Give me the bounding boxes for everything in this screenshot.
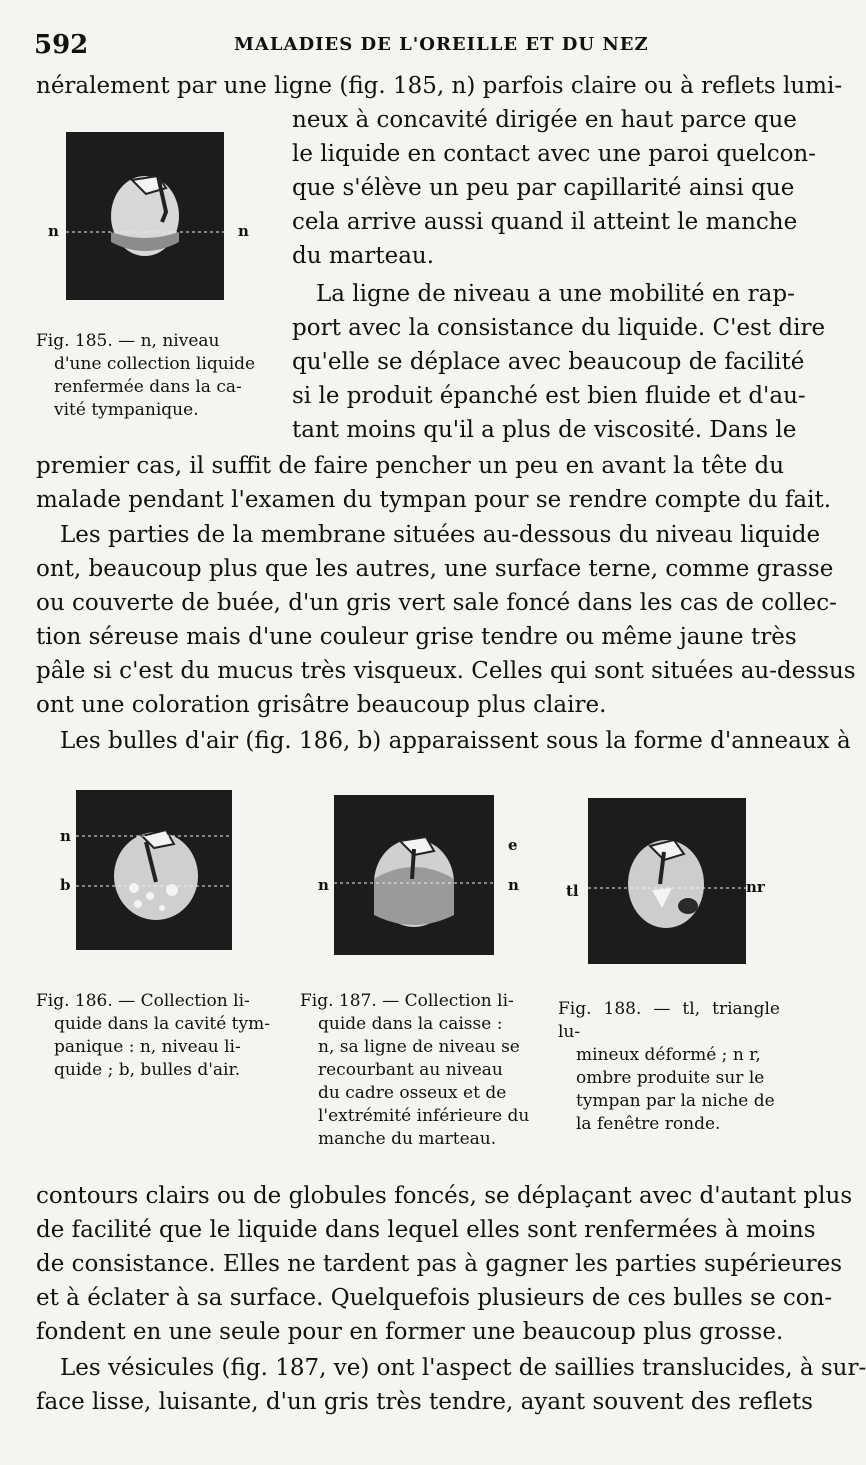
- text-line: contours clairs ou de globules foncés, se déplaçant avec d'autant plus: [36, 1183, 853, 1209]
- figure-187-image: [334, 795, 494, 955]
- figure-185-label-n-left: n: [48, 222, 59, 240]
- figure-186-label-n: n: [60, 827, 71, 845]
- caption-line: Fig. 186. — Collection li-: [36, 991, 250, 1011]
- text-line: et à éclater à sa surface. Quelquefois plusieurs de ces bulles se con-: [36, 1285, 833, 1311]
- text-line: neux à concavité dirigée en haut parce que: [292, 107, 797, 133]
- text-line: du marteau.: [292, 243, 435, 269]
- text-line: tant moins qu'il a plus de viscosité. Dans le: [292, 417, 797, 443]
- caption-line: l'extrémité inférieure du: [318, 1106, 530, 1126]
- figure-187-label-n-right: n: [508, 876, 519, 894]
- caption-line: quide dans la cavité tym-: [54, 1014, 270, 1034]
- caption-line: mineux déformé ; n r,: [576, 1045, 761, 1065]
- caption-line: du cadre osseux et de: [318, 1083, 507, 1103]
- page-header: [34, 30, 770, 60]
- text-line: malade pendant l'examen du tympan pour se rendre compte du fait.: [36, 487, 832, 513]
- text-line: Les bulles d'air (fig. 186, b) apparaissent sous la forme d'anneaux à: [60, 728, 851, 754]
- figure-188-label-nr: nr: [746, 878, 765, 896]
- text-line: La ligne de niveau a une mobilité en rap-: [316, 281, 795, 307]
- figure-188-label-tl: tl: [566, 882, 579, 900]
- figure-186-image: [76, 790, 232, 950]
- caption-line: tympan par la niche de: [576, 1091, 775, 1111]
- caption-line: Fig. 187. — Collection li-: [300, 991, 514, 1011]
- text-line: Les parties de la membrane situées au-dessous du niveau liquide: [60, 522, 821, 548]
- text-line: de facilité que le liquide dans lequel elles sont renfermées à moins: [36, 1217, 816, 1243]
- figure-188-caption: [558, 998, 780, 1136]
- text-line: néralement par une ligne (fig. 185, n) parfois claire ou à reflets lumi-: [36, 73, 843, 99]
- caption-line: renfermée dans la ca-: [54, 377, 242, 397]
- text-line: premier cas, il suffit de faire pencher un peu en avant la tête du: [36, 453, 785, 479]
- caption-line: Fig. 185. — n, niveau: [36, 331, 220, 351]
- caption-line: Fig. 188. — tl, triangle lu-: [558, 999, 780, 1042]
- text-line: cela arrive aussi quand il atteint le manche: [292, 209, 798, 235]
- figure-187-label-e: e: [508, 836, 518, 854]
- caption-line: ombre produite sur le: [576, 1068, 765, 1088]
- figure-188-image: [588, 798, 746, 964]
- caption-line: n, sa ligne de niveau se: [318, 1037, 520, 1057]
- figure-186-caption: [36, 990, 272, 1082]
- text-line: fondent en une seule pour en former une beaucoup plus grosse.: [36, 1319, 784, 1345]
- text-line: ont une coloration grisâtre beaucoup plus claire.: [36, 692, 607, 718]
- caption-line: recourbant au niveau: [318, 1060, 503, 1080]
- figure-185-label-n-right: n: [238, 222, 249, 240]
- figure-187-caption: [300, 990, 536, 1151]
- caption-line: vité tympanique.: [54, 400, 199, 420]
- text-line: tion séreuse mais d'une couleur grise tendre ou même jaune très: [36, 624, 797, 650]
- figure-185-caption: [36, 330, 264, 422]
- figure-186-label-b: b: [60, 876, 71, 894]
- text-line: de consistance. Elles ne tardent pas à gagner les parties supérieures: [36, 1251, 843, 1277]
- caption-line: quide ; b, bulles d'air.: [54, 1060, 241, 1080]
- figure-185-image: [66, 132, 224, 300]
- caption-line: la fenêtre ronde.: [576, 1114, 721, 1134]
- text-line: si le produit épanché est bien fluide et d'au-: [292, 383, 806, 409]
- caption-line: panique : n, niveau li-: [54, 1037, 241, 1057]
- text-line: ou couverte de buée, d'un gris vert sale foncé dans les cas de collec-: [36, 590, 837, 616]
- page-number: 592: [34, 30, 89, 60]
- running-head: MALADIES DE L'OREILLE ET DU NEZ: [234, 34, 649, 55]
- figure-187-label-n-left: n: [318, 876, 329, 894]
- text-line: pâle si c'est du mucus très visqueux. Celles qui sont situées au-dessus: [36, 658, 856, 684]
- text-line: ont, beaucoup plus que les autres, une surface terne, comme grasse: [36, 556, 834, 582]
- text-line: le liquide en contact avec une paroi quelcon-: [292, 141, 817, 167]
- text-line: qu'elle se déplace avec beaucoup de facilité: [292, 349, 805, 375]
- text-line: que s'élève un peu par capillarité ainsi que: [292, 175, 795, 201]
- caption-line: d'une collection liquide: [54, 354, 256, 374]
- text-line: Les vésicules (fig. 187, ve) ont l'aspect de saillies translucides, à sur-: [60, 1355, 866, 1381]
- caption-line: manche du marteau.: [318, 1129, 497, 1149]
- text-line: port avec la consistance du liquide. C'est dire: [292, 315, 826, 341]
- text-line: face lisse, luisante, d'un gris très tendre, ayant souvent des reflets: [36, 1389, 813, 1415]
- caption-line: quide dans la caisse :: [318, 1014, 503, 1034]
